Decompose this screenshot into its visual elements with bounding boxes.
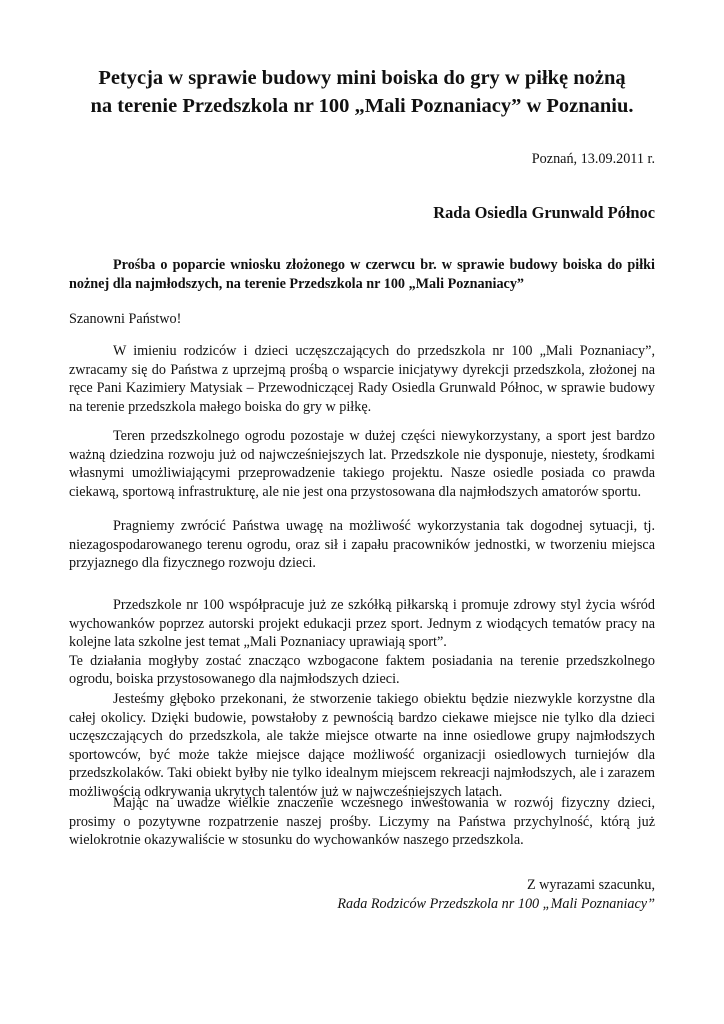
paragraph-1: W imieniu rodziców i dzieci uczęszczających do przedszkola nr 100 „Mali Poznaniacy”, zwracamy się do Państwa z uprzejmą prośbą o wsparcie inicjatywy dyrekcji przedszkola, złożonej na ręce Pani Kazimiery Matysiak – Przewodniczącej Rady Osiedla Grunwald Północ, w sprawie budowy na terenie przedszkola małego boiska do gry w piłkę. (69, 343, 655, 415)
closing-phrase: Z wyrazami szacunku, (526, 877, 655, 893)
paragraph-6: Mając na uwadze wielkie znaczenie wczesnego inwestowania w rozwój fizyczny dzieci, prosimy o pozytywne rozpatrzenie naszej prośby. Liczymy na Państwa przychylność, którą już wielokrotnie okazywaliście w stosunku do wychowanków naszego przedszkola. (69, 795, 655, 849)
subject-line: Prośba o poparcie wniosku złożonego w czerwcu br. w sprawie budowy boiska do piłki nożnej dla najmłodszych, na terenie Przedszkola nr 100 „Mali Poznaniacy” (69, 257, 655, 292)
document-date: Poznań, 13.09.2011 r. (531, 151, 655, 167)
title-line-2: na terenie Przedszkola nr 100 „Mali Poznaniacy” w Poznaniu. (90, 95, 634, 117)
closing-block (337, 876, 655, 913)
paragraph-4 (69, 596, 655, 689)
paragraph-2: Teren przedszkolnego ogrodu pozostaje w dużej części niewykorzystany, a sport jest bardzo ważną dziedzina rozwoju już od najwcześniejszych lat. Przedszkole nie dysponuje, niestety, środkami własnymi umożliwiającymi przeprowadzenie takiego projektu. Nasze osiedle posiada co prawda ciekawą, sportową infrastrukturę, ale nie jest ona przystosowana dla najmłodszych amatorów sportu. (69, 428, 655, 500)
paragraph-5: Jesteśmy głęboko przekonani, że stworzenie takiego obiektu będzie niezwykle korzystne dla całej okolicy. Dzięki budowie, powstałoby z pewnością bardzo ciekawe miejsce nie tylko dla dzieci uczęszczających do przedszkola, ale także miejsce otwarte na inne osiedlowe grupy najmłodszych sportowców, być może także miejsce dające możliwość organizacji osiedlowych turniejów dla przedszkolaków. Taki obiekt byłby nie tylko idealnym miejscem rekreacji najmłodszych, ale i zarazem możliwością odkrywania ukrytych talentów już w najwcześniejszych latach. (69, 691, 655, 800)
document-title (40, 64, 684, 120)
paragraph-3: Pragniemy zwrócić Państwa uwagę na możliwość wykorzystania tak dogodnej sytuacji, tj. niezagospodarowanego terenu ogrodu, oraz sił i zapału pracowników jednostki, w tworzeniu miejsca przyjaznego dla fizycznego rozwoju dzieci. (69, 518, 655, 572)
signature: Rada Rodziców Przedszkola nr 100 „Mali Poznaniacy” (337, 895, 655, 912)
title-line-1: Petycja w sprawie budowy mini boiska do gry w piłkę nożną (98, 67, 626, 89)
salutation: Szanowni Państwo! (69, 311, 182, 327)
recipient: Rada Osiedla Grunwald Północ (433, 203, 655, 222)
paragraph-4-part-2: Te działania mogłyby zostać znacząco wzbogacone faktem posiadania na terenie przedszkolnego ogrodu, boiska przystosowanego dla najmłodszych dzieci. (69, 652, 655, 688)
paragraph-4-part-1: Przedszkole nr 100 współpracuje już ze szkółką piłkarską i promuje zdrowy styl życia wśród wychowanków poprzez autorski projekt edukacji przez sport. Jednym z wiodących tematów pracy na kolejne lata szkolne jest temat „Mali Poznaniacy uprawiają sport”. (69, 597, 655, 651)
